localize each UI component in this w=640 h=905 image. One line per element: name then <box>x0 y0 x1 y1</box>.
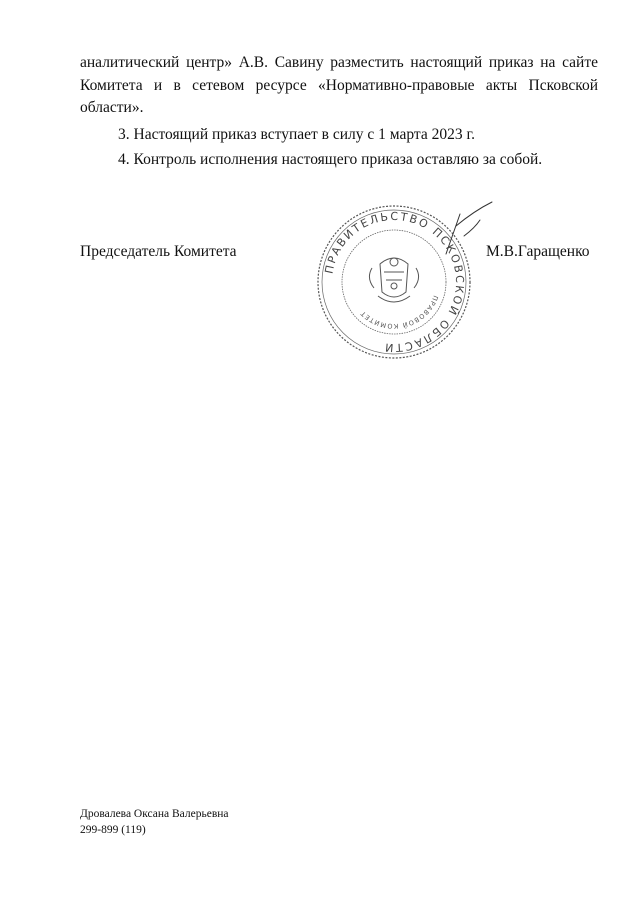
item-3: 3. Настоящий приказ вступает в силу с 1 марта 2023 г. <box>118 126 475 143</box>
paragraph-line-3: области». <box>80 99 144 116</box>
stamp-ring-text: ПРАВИТЕЛЬСТВО ПСКОВСКОЙ ОБЛАСТИ <box>322 209 467 355</box>
item-4: 4. Контроль исполнения настоящего приказа оставляю за собой. <box>118 151 543 168</box>
coat-of-arms-icon <box>369 258 418 302</box>
paragraph-line-2: Комитета и в сетевом ресурсе «Нормативно-правовые акты Псковской <box>80 76 598 94</box>
executor-name: Дровалева Оксана Валерьевна <box>80 808 229 820</box>
paragraph-2-continuation <box>80 52 598 120</box>
paragraph-line-1: аналитический центр» А.В. Савину разместить настоящий приказ на сайте <box>80 54 598 71</box>
svg-text:ПРАВОВОЙ КОМИТЕТ <box>359 294 440 330</box>
stamp-inner-text: ПРАВОВОЙ КОМИТЕТ <box>358 294 440 331</box>
signer-name: М.В.Гаращенко <box>486 243 590 260</box>
executor-phone: 299-899 (119) <box>80 824 146 836</box>
executor-info <box>80 806 229 838</box>
signer-position: Председатель Комитета <box>80 243 237 260</box>
